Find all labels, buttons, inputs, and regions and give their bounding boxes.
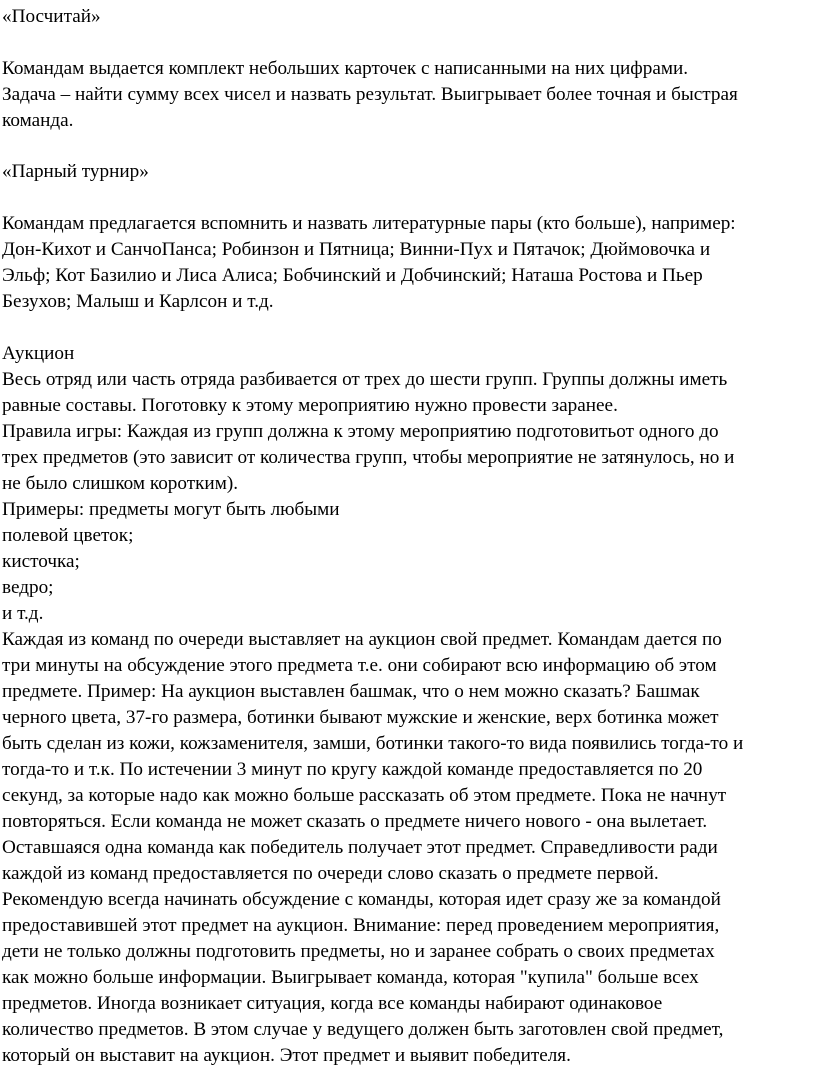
section-title-count: «Посчитай»: [2, 6, 101, 27]
paragraph-line: три минуты на обсуждение этого предмета т.е. они собирают всю информацию об этом: [2, 655, 717, 676]
paragraph-line: предметов. Иногда возникает ситуация, когда все команды набирают одинаковое: [2, 993, 663, 1014]
paragraph-line: дети не только должны подготовить предметы, но и заранее собрать о своих предметах: [2, 941, 715, 962]
section-title-pair-tournament: «Парный турнир»: [2, 161, 149, 182]
paragraph-line: Рекомендую всегда начинать обсуждение с команды, которая идет сразу же за командой: [2, 889, 721, 910]
list-item: и т.д.: [2, 603, 44, 624]
paragraph-line: предмете. Пример: На аукцион выставлен башмак, что о нем можно сказать? Башмак: [2, 681, 700, 702]
paragraph-line: тогда-то и т.к. По истечении 3 минут по кругу каждой команде предоставляется по 20: [2, 759, 703, 780]
paragraph-line: Правила игры: Каждая из групп должна к этому мероприятию подготовитьот одного до: [2, 421, 719, 442]
paragraph-line: черного цвета, 37-го размера, ботинки бывают мужские и женские, верх ботинка может: [2, 707, 719, 728]
paragraph-line: секунд, за которые надо как можно больше рассказать об этом предмете. Пока не начнут: [2, 785, 727, 806]
paragraph-line: трех предметов (это зависит от количества групп, чтобы мероприятие не затянулось, но и: [2, 447, 735, 468]
section-title-auction: Аукцион: [2, 343, 75, 364]
paragraph-line: команда.: [2, 110, 74, 131]
paragraph-line: Весь отряд или часть отряда разбивается от трех до шести групп. Группы должны иметь: [2, 369, 728, 390]
paragraph-line: который он выставит на аукцион. Этот предмет и выявит победителя.: [2, 1045, 571, 1066]
list-item: кисточка;: [2, 551, 80, 572]
paragraph-line: не было слишком коротким).: [2, 473, 239, 494]
list-item: ведро;: [2, 577, 54, 598]
paragraph-line: Командам выдается комплект небольших карточек с написанными на них цифрами.: [2, 58, 689, 79]
paragraph-line: повторяться. Если команда не может сказать о предмете ничего нового - она вылетает.: [2, 811, 708, 832]
paragraph-line: Примеры: предметы могут быть любыми: [2, 499, 340, 520]
paragraph-line: количество предметов. В этом случае у ведущего должен быть заготовлен свой предмет,: [2, 1019, 724, 1040]
paragraph-line: как можно больше информации. Выигрывает команда, которая "купила" больше всех: [2, 967, 699, 988]
paragraph-line: Командам предлагается вспомнить и назвать литературные пары (кто больше), например:: [2, 213, 736, 234]
paragraph-line: Дон-Кихот и СанчоПанса; Робинзон и Пятница; Винни-Пух и Пятачок; Дюймовочка и: [2, 239, 711, 260]
paragraph-line: Безухов; Малыш и Карлсон и т.д.: [2, 291, 274, 312]
paragraph-line: быть сделан из кожи, кожзаменителя, замши, ботинки такого-то вида появились тогда-то и: [2, 733, 744, 754]
list-item: полевой цветок;: [2, 525, 134, 546]
paragraph-line: предоставившей этот предмет на аукцион. Внимание: перед проведением мероприятия,: [2, 915, 720, 936]
paragraph-line: Каждая из команд по очереди выставляет на аукцион свой предмет. Командам дается по: [2, 629, 722, 650]
paragraph-line: Эльф; Кот Базилио и Лиса Алиса; Бобчинский и Добчинский; Наташа Ростова и Пьер: [2, 265, 703, 286]
paragraph-line: Оставшаяся одна команда как победитель получает этот предмет. Справедливости ради: [2, 837, 718, 858]
paragraph-line: Задача – найти сумму всех чисел и назвать результат. Выигрывает более точная и быстрая: [2, 84, 738, 105]
paragraph-line: равные составы. Поготовку к этому мероприятию нужно провести заранее.: [2, 395, 618, 416]
paragraph-line: каждой из команд предоставляется по очереди слово сказать о предмете первой.: [2, 863, 659, 884]
